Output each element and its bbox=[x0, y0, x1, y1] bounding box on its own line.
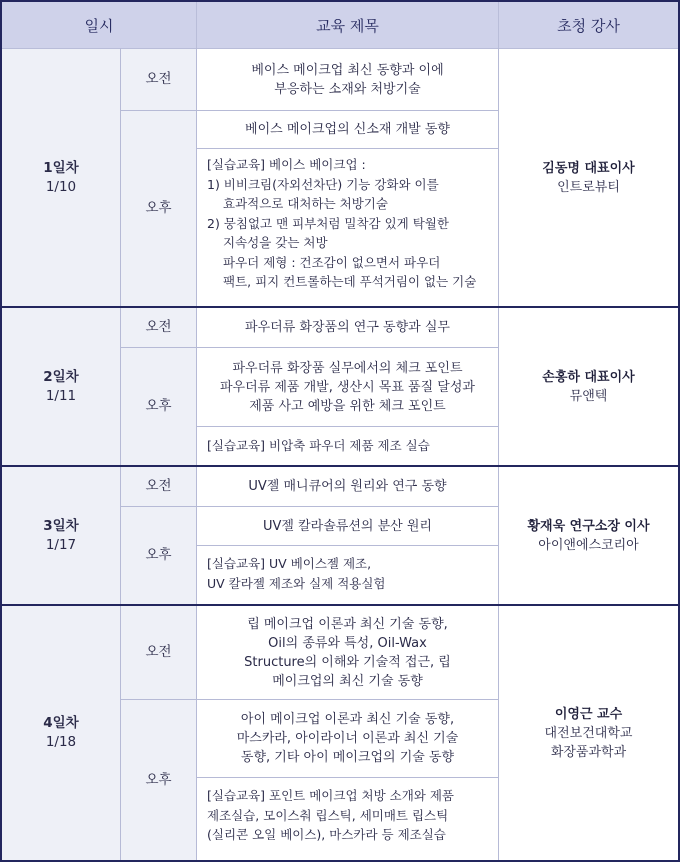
header-date: 일시 bbox=[84, 16, 114, 35]
day-2-cell bbox=[2, 308, 120, 465]
practice-line: [실습교육] UV 베이스젤 제조, bbox=[207, 556, 372, 571]
title-line: 파우더류 화장품 실무에서의 체크 포인트 bbox=[232, 360, 463, 376]
title-line: 립 메이크업 이론과 최신 기술 동향, bbox=[247, 616, 448, 632]
session-am: 오전 bbox=[121, 467, 196, 506]
grid-line bbox=[120, 48, 121, 860]
lecturer-org: 아이앤에스코리아 bbox=[538, 537, 639, 553]
title-day4-practice bbox=[197, 778, 498, 860]
session-pm: 오후 bbox=[121, 348, 196, 465]
title-line: 베이스 메이크업 최신 동향과 이에 bbox=[251, 62, 444, 78]
session-pm: 오후 bbox=[121, 700, 196, 860]
session-am: 오전 bbox=[121, 606, 196, 699]
lecturer-name: 손홍하 대표이사 bbox=[542, 369, 635, 385]
practice-line: [실습교육] 베이스 베이크업 : bbox=[207, 157, 366, 172]
lecturer-dept: 화장품과학과 bbox=[550, 744, 627, 760]
grid-line bbox=[196, 148, 498, 149]
title-line: UV젤 매니큐어의 원리와 연구 동향 bbox=[248, 479, 447, 494]
day-label: 4일차 bbox=[43, 715, 79, 731]
title-day4-am bbox=[197, 606, 498, 699]
day-separator bbox=[2, 306, 678, 308]
title-day1-am bbox=[197, 49, 498, 110]
title-line: UV젤 칼라솔류션의 분산 원리 bbox=[263, 518, 432, 534]
title-day3-am bbox=[197, 467, 498, 506]
practice-line: 파우더 제형 : 건조감이 없으면서 파우더 bbox=[223, 254, 441, 270]
header-divider bbox=[498, 2, 499, 48]
lecturer-day4 bbox=[499, 606, 678, 860]
title-line: 부응하는 소재와 처방기술 bbox=[274, 81, 421, 97]
day-separator bbox=[2, 604, 678, 606]
practice-line: 2) 뭉침없고 맨 피부처럼 밀착감 있게 탁월한 bbox=[207, 215, 449, 231]
lecturer-name: 황재욱 연구소장 이사 bbox=[527, 518, 650, 534]
day-label: 3일차 bbox=[43, 517, 79, 534]
practice-line: 팩트, 피지 컨트롤하는데 푸석거림이 없는 기술 bbox=[223, 274, 477, 289]
practice-line: 효과적으로 대처하는 처방기술 bbox=[223, 196, 388, 211]
title-day2-am bbox=[197, 308, 498, 347]
grid-line bbox=[120, 506, 498, 507]
practice-line: (실리콘 오일 베이스), 마스카라 등 제조실습 bbox=[207, 827, 446, 842]
lecturer-org: 뮤앤텍 bbox=[569, 388, 608, 404]
title-day4-pm-1 bbox=[197, 700, 498, 777]
title-line: 마스카라, 아이라이너 이론과 최신 기술 bbox=[236, 731, 459, 746]
day-3-cell bbox=[2, 467, 120, 604]
lecturer-name: 이영근 교수 bbox=[554, 706, 623, 722]
title-line: Structure의 이해와 기술적 접근, 립 bbox=[244, 654, 451, 670]
lecturer-day2 bbox=[499, 308, 678, 465]
session-am: 오전 bbox=[121, 308, 196, 347]
practice-line: 지속성을 갖는 처방 bbox=[223, 235, 328, 250]
title-line: 파우더류 화장품의 연구 동향과 실무 bbox=[245, 320, 450, 335]
title-line: 파우더류 제품 개발, 생산시 목표 품질 달성과 bbox=[220, 379, 475, 395]
practice-line: [실습교육] 포인트 메이크업 처방 소개와 제품 bbox=[207, 788, 454, 803]
practice-line: [실습교육] 비압축 파우더 제품 제조 실습 bbox=[207, 438, 430, 453]
day-label: 2일차 bbox=[43, 368, 79, 385]
title-day2-pm-1 bbox=[197, 348, 498, 426]
table-header bbox=[2, 2, 678, 49]
grid-line bbox=[196, 426, 498, 427]
lecturer-name: 김동명 대표이사 bbox=[542, 160, 635, 176]
title-day3-pm-1 bbox=[197, 507, 498, 545]
grid-line bbox=[196, 545, 498, 546]
session-pm: 오후 bbox=[121, 507, 196, 604]
day-separator bbox=[2, 465, 678, 467]
day-1-cell bbox=[2, 49, 120, 306]
grid-line bbox=[120, 110, 498, 111]
title-day1-pm-1 bbox=[197, 111, 498, 148]
lecturer-day3 bbox=[499, 467, 678, 604]
title-line: Oil의 종류와 특성, Oil-Wax bbox=[268, 635, 427, 651]
day-4-cell bbox=[2, 606, 120, 860]
title-day3-practice bbox=[197, 546, 498, 604]
lecturer-day1 bbox=[499, 49, 678, 306]
grid-line bbox=[196, 48, 197, 860]
day-label: 1일차 bbox=[43, 159, 79, 176]
title-line: 제품 사고 예방을 위한 체크 포인트 bbox=[249, 398, 446, 414]
grid-line bbox=[120, 699, 498, 700]
practice-line: 1) 비비크림(자외선차단) 기능 강화와 이를 bbox=[207, 176, 439, 192]
title-line: 베이스 메이크업의 신소재 개발 동향 bbox=[245, 122, 450, 137]
grid-line bbox=[120, 347, 498, 348]
title-day1-practice bbox=[197, 149, 498, 306]
grid-line bbox=[498, 48, 499, 860]
title-line: 동향, 기타 아이 메이크업의 기술 동향 bbox=[240, 750, 455, 765]
header-title: 교육 제목 bbox=[316, 16, 379, 35]
session-pm: 오후 bbox=[121, 111, 196, 306]
title-day2-practice bbox=[197, 427, 498, 465]
grid-line bbox=[196, 777, 498, 778]
session-am: 오전 bbox=[121, 49, 196, 110]
title-line: 아이 메이크업 이론과 최신 기술 동향, bbox=[240, 712, 455, 727]
header-divider bbox=[196, 2, 197, 48]
day-date: 1/17 bbox=[45, 536, 77, 553]
practice-line: UV 칼라젤 제조와 실제 적용실험 bbox=[207, 575, 386, 591]
lecturer-org: 인트로뷰티 bbox=[557, 179, 620, 195]
day-date: 1/18 bbox=[45, 734, 77, 750]
lecturer-org: 대전보건대학교 bbox=[544, 725, 633, 741]
day-date: 1/11 bbox=[45, 387, 77, 404]
header-lecturer: 초청 강사 bbox=[557, 16, 620, 35]
practice-line: 제조실습, 모이스춰 립스틱, 세미매트 립스틱 bbox=[207, 807, 449, 823]
day-date: 1/10 bbox=[45, 178, 77, 195]
title-line: 메이크업의 최신 기술 동향 bbox=[272, 673, 423, 689]
